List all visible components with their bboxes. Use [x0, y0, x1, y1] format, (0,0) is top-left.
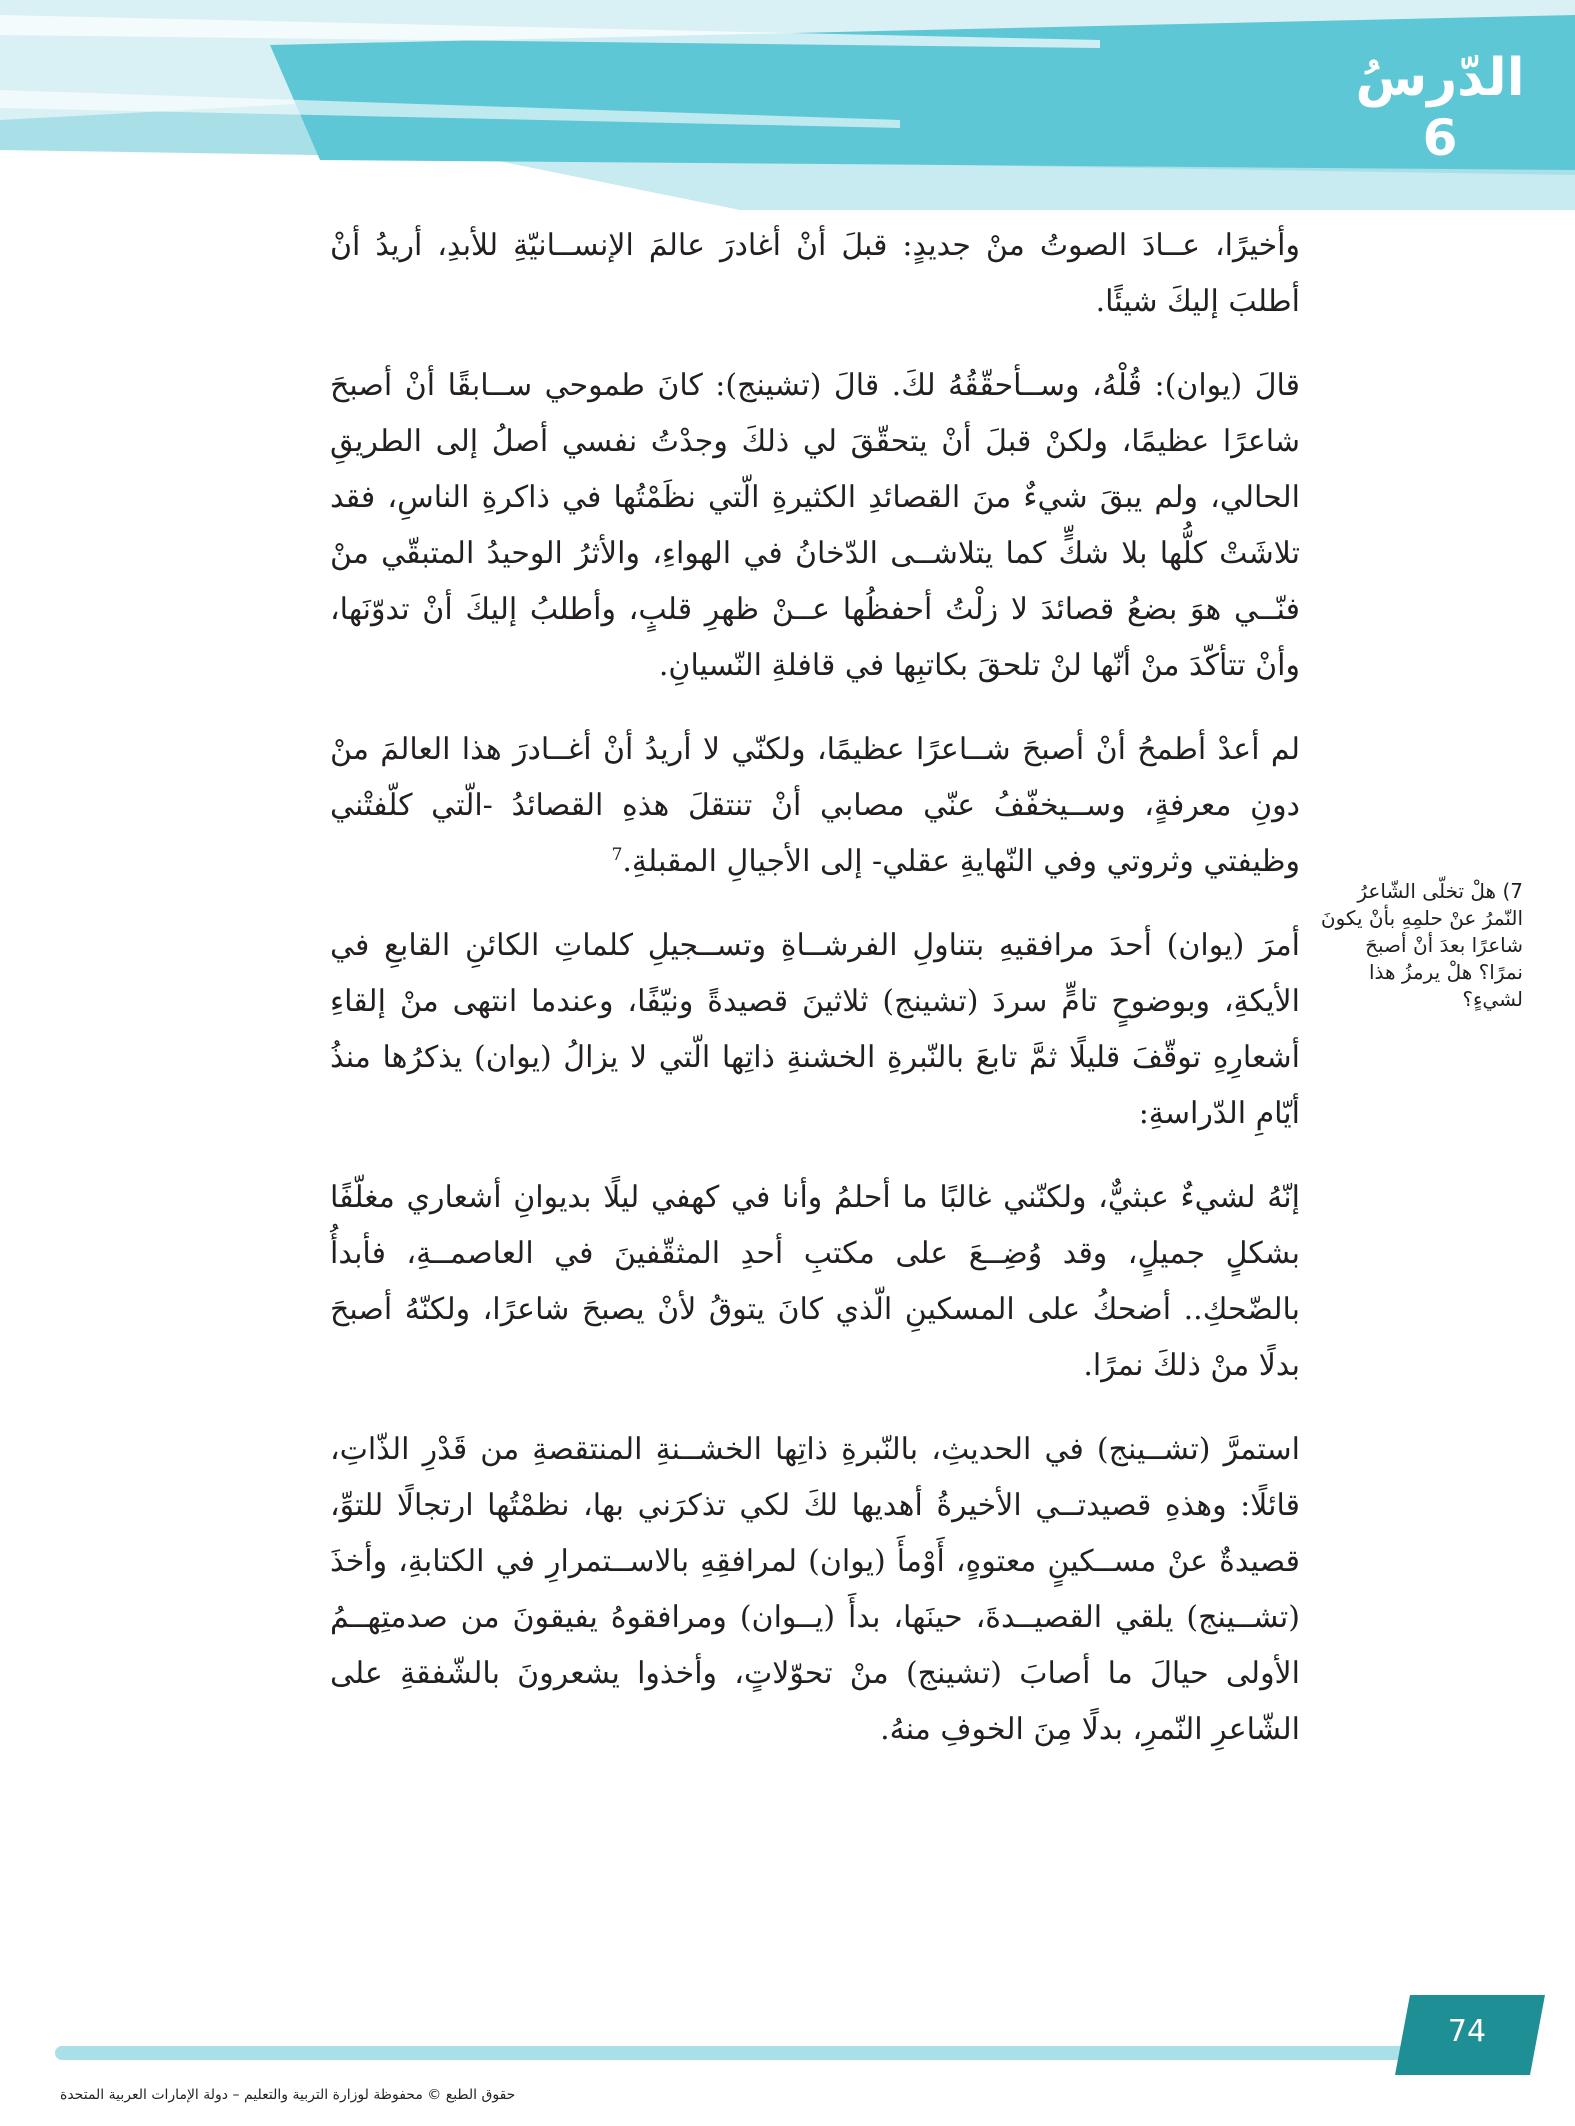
footer-bar-line [55, 2046, 1505, 2060]
footnote-marker: 7 [611, 845, 623, 865]
paragraph-4: أمرَ (يوان) أحدَ مرافقيهِ بتناولِ الفرشــاةِ وتســجيلِ كلماتِ الكائنِ القابعِ في الأيكةِ، وبوضوحٍ تامٍّ سردَ (تشينج) ثلاثينَ قصيدةً ونيّفًا، وعندما انتهى منْ إلقاءِ أشعارِهِ توقّفَ قليلًا ثمَّ تابعَ بالنّبرةِ الخشنةِ ذاتِها الّتي لا يزالُ (يوان) يذكرُها منذُ أيّامِ الدّراسةِ: [330, 928, 1300, 1131]
paragraph-3 [330, 722, 1300, 890]
side-note-question: 7) هلْ تخلّى الشّاعرُ النّمرُ عنْ حلمِهِ بأنْ يكونَ شاعرًا بعدَ أنْ أصبحَ نمرًا؟ هلْ يرمزُ هذا لشيءٍ؟ [1320, 879, 1523, 1011]
page-number: 74 [1447, 2014, 1487, 2049]
footer-bar [55, 2040, 1505, 2066]
paragraph-1: وأخيرًا، عــادَ الصوتُ منْ جديدٍ: قبلَ أنْ أغادرَ عالمَ الإنســانيّةِ للأبدِ، أريدُ أنْ أطلبَ إليكَ شيئًا. [330, 228, 1300, 319]
copyright-text: حقوق الطبع © محفوظة لوزارة التربية والتعليم – دولة الإمارات العربية المتحدة [60, 2087, 516, 2103]
lesson-label: الدّرسُ [1355, 48, 1525, 108]
lesson-number: 6 [1422, 109, 1458, 167]
paragraph-3-text: لم أعدْ أطمحُ أنْ أصبحَ شــاعرًا عظيمًا، ولكنّي لا أريدُ أنْ أغــادرَ هذا العالمَ منْ دونِ معرفةٍ، وســيخفّفُ عنّي مصابي أنْ تنتقلَ هذهِ القصائدُ -الّتي كلّفتْني وظيفتي وثروتي وفي النّهايةِ عقلي- إلى الأجيالِ المقبلةِ. [330, 732, 1300, 879]
paragraph-2: قالَ (يوان): قُلْهُ، وســأحقّقُهُ لكَ. قالَ (تشينج): كانَ طموحي ســابقًا أنْ أصبحَ شاعرًا عظيمًا، ولكنْ قبلَ أنْ يتحقّقَ لي ذلكَ وجدْتُ نفسي أصلُ إلى الطريقِ الحالي، ولم يبقَ شيءٌ منَ القصائدِ الكثيرةِ الّتي نظَمْتُها في ذاكرةِ الناسِ، فقد تلاشَتْ كلُّها بلا شكٍّ كما يتلاشــى الدّخانُ في الهواءِ، والأثرُ الوحيدُ المتبقّي منْ فنّــي هوَ بضعُ قصائدَ لا زلْتُ أحفظُها عــنْ ظهرِ قلبٍ، وأطلبُ إليكَ أنْ تدوّنَها، وأنْ تتأكّدَ منْ أنّها لنْ تلحقَ بكاتبِها في قافلةِ النّسيانِ. [330, 368, 1300, 683]
paragraph-5: إنّهُ لشيءٌ عبثيٌّ، ولكنّني غالبًا ما أحلمُ وأنا في كهفي ليلًا بديوانِ أشعاري مغلّفًا بشكلٍ جميلٍ، وقد وُضِــعَ على مكتبِ أحدِ المثقّفينَ في العاصمــةِ، فأبدأُ بالضّحكِ.. أضحكُ على المسكينِ الّذي كانَ يتوقُ لأنْ يصبحَ شاعرًا، ولكنّهُ أصبحَ بدلًا منْ ذلكَ نمرًا. [330, 1180, 1300, 1383]
main-text [330, 218, 1300, 1786]
header-banner [0, 0, 1575, 210]
paragraph-6: استمرَّ (تشــينج) في الحديثِ، بالنّبرةِ ذاتِها الخشــنةِ المنتقصةِ من قَدْرِ الذّاتِ، قائلًا: وهذهِ قصيدتــي الأخيرةُ أهديها لكَ لكي تذكرَني بها، نظمْتُها ارتجالًا للتوِّ، قصيدةٌ عنْ مســكينٍ معتوهٍ، أَوْمأَ (يوان) لمرافقِهِ بالاســتمرارِ في الكتابةِ، وأخذَ (تشــينج) يلقي القصيــدةَ، حينَها، بدأَ (يــوان) ومرافقوهُ يفيقونَ من صدمتِهــمُ الأولى حيالَ ما أصابَ (تشينج) منْ تحوّلاتٍ، وأخذوا يشعرونَ بالشّفقةِ على الشّاعرِ النّمرِ، بدلًا مِنَ الخوفِ منهُ. [330, 1432, 1300, 1747]
